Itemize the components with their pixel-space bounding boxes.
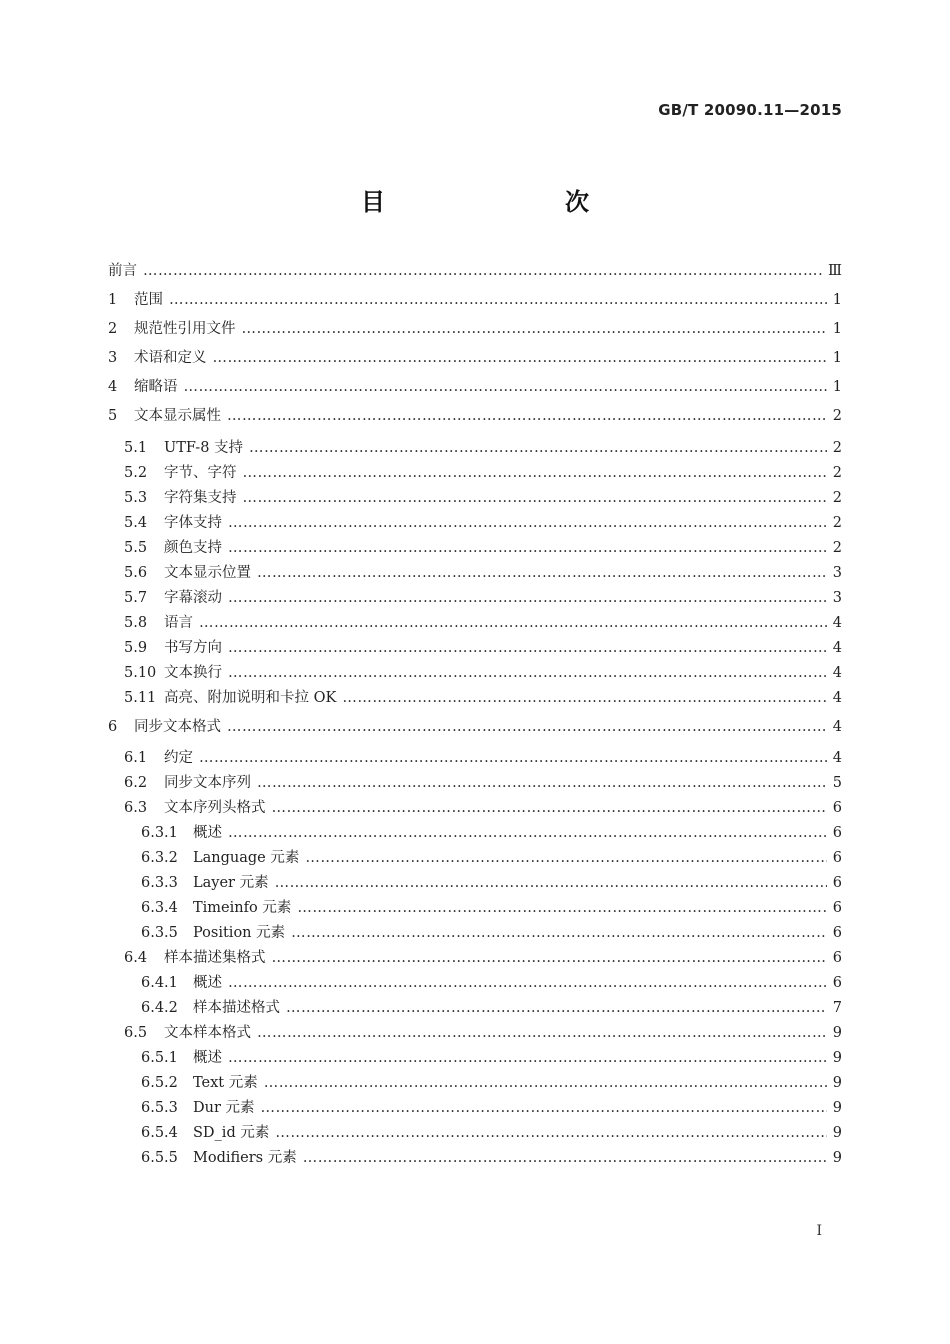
toc-entry-page: 2: [832, 490, 842, 506]
toc-entry-number: 5.2: [124, 465, 148, 481]
toc-entry-number: 6.3.3: [141, 875, 178, 891]
toc-entry-label: Timeinfo 元素: [193, 900, 292, 916]
toc-entry[interactable]: [108, 872, 842, 894]
toc-entry-page: 6: [832, 925, 842, 941]
toc-entry[interactable]: [108, 1122, 842, 1144]
toc-entry[interactable]: [108, 1022, 842, 1044]
dot-leader: [257, 562, 827, 584]
toc-entry[interactable]: [108, 897, 842, 919]
toc-entry-page: 4: [832, 615, 842, 631]
standard-number: GB/T 20090.11—2015: [658, 101, 842, 119]
toc-entry-label: 文本显示位置: [164, 565, 251, 581]
toc-entry[interactable]: [108, 347, 842, 369]
dot-leader: [261, 1097, 827, 1119]
toc-entry-label: 约定: [164, 750, 193, 766]
toc-entry-page: 2: [832, 540, 842, 556]
dot-leader: [297, 897, 826, 919]
toc-entry-number: 6.4.1: [141, 975, 178, 991]
toc-entry-page: 9: [832, 1125, 842, 1141]
toc-entry-label: 语言: [164, 615, 193, 631]
dot-leader: [242, 318, 827, 340]
toc-entry-label: Position 元素: [193, 925, 286, 941]
toc-entry[interactable]: [108, 972, 842, 994]
toc-entry-label: 概述: [193, 825, 222, 841]
toc-entry-number: 5.9: [124, 640, 148, 656]
toc-entry-page: 6: [832, 900, 842, 916]
dot-leader: [257, 772, 827, 794]
dot-leader: [275, 872, 827, 894]
toc-entry-label: 概述: [193, 975, 222, 991]
toc-entry-page: 2: [832, 515, 842, 531]
toc-entry-page: 4: [832, 719, 842, 735]
toc-entry[interactable]: [108, 462, 842, 484]
dot-leader: [228, 1047, 827, 1069]
dot-leader: [264, 1072, 827, 1094]
toc-entry-label: Layer 元素: [193, 875, 269, 891]
toc-entry[interactable]: [108, 747, 842, 769]
dot-leader: [228, 972, 827, 994]
toc-entry[interactable]: [108, 260, 842, 282]
toc-entry-page: 6: [832, 825, 842, 841]
toc-entry[interactable]: [108, 537, 842, 559]
toc-entry-page: 1: [832, 321, 842, 337]
toc-entry-label: 书写方向: [164, 640, 222, 656]
dot-leader: [143, 260, 822, 282]
toc-entry-number: 6.3.2: [141, 850, 178, 866]
toc-entry[interactable]: [108, 405, 842, 427]
toc-entry-label: 前言: [108, 263, 137, 279]
toc-entry-label: Dur 元素: [193, 1100, 255, 1116]
toc-entry-page: 9: [832, 1150, 842, 1166]
dot-leader: [227, 405, 827, 427]
toc-entry-page: 4: [832, 665, 842, 681]
dot-leader: [286, 997, 827, 1019]
page-title: 目 次: [361, 188, 633, 216]
toc-entry[interactable]: [108, 512, 842, 534]
toc-entry-label: 同步文本格式: [134, 719, 221, 735]
toc-entry-label: 字幕滚动: [164, 590, 222, 606]
toc-entry[interactable]: [108, 847, 842, 869]
toc-entry-page: 6: [832, 875, 842, 891]
dot-leader: [272, 797, 827, 819]
toc-entry-page: 9: [832, 1100, 842, 1116]
toc-entry-number: 6.2: [124, 775, 148, 791]
toc-entry-number: 6.3.1: [141, 825, 178, 841]
toc-entry[interactable]: [108, 947, 842, 969]
dot-leader: [243, 462, 827, 484]
toc-entry-page: 7: [832, 1000, 842, 1016]
toc-entry[interactable]: [108, 1147, 842, 1169]
toc-entry-page: 9: [832, 1050, 842, 1066]
toc-entry-page: 1: [832, 292, 842, 308]
toc-entry-number: 5.3: [124, 490, 148, 506]
toc-entry[interactable]: [108, 997, 842, 1019]
toc-entry-page: 1: [832, 379, 842, 395]
toc-entry-label: 文本序列头格式: [164, 800, 266, 816]
toc-entry-number: 5.1: [124, 440, 148, 456]
toc-entry-page: 2: [832, 465, 842, 481]
toc-entry-number: 6.3.4: [141, 900, 178, 916]
toc-entry-number: 5.6: [124, 565, 148, 581]
toc-entry[interactable]: [108, 822, 842, 844]
toc-entry-page: 2: [832, 440, 842, 456]
dot-leader: [199, 747, 827, 769]
toc-entry-label: 缩略语: [134, 379, 178, 395]
toc-entry-page: 4: [832, 750, 842, 766]
toc-entry-page: 2: [832, 408, 842, 424]
toc-entry-label: 样本描述集格式: [164, 950, 266, 966]
toc-entry[interactable]: [108, 637, 842, 659]
toc-entry-number: 6.5.3: [141, 1100, 178, 1116]
dot-leader: [249, 437, 827, 459]
toc-entry[interactable]: [108, 687, 842, 709]
toc-entry-number: 6.5.1: [141, 1050, 178, 1066]
toc-entry[interactable]: [108, 376, 842, 398]
toc-entry[interactable]: [108, 487, 842, 509]
toc-entry-number: 2: [108, 321, 118, 337]
toc-entry[interactable]: [108, 797, 842, 819]
toc-entry[interactable]: [108, 562, 842, 584]
toc-entry-label: SD_id 元素: [193, 1125, 270, 1141]
dot-leader: [243, 487, 827, 509]
toc-entry-page: 9: [832, 1075, 842, 1091]
dot-leader: [228, 587, 827, 609]
toc-entry-number: 5.5: [124, 540, 148, 556]
toc-entry-label: 范围: [134, 292, 163, 308]
dot-leader: [342, 687, 826, 709]
dot-leader: [228, 662, 827, 684]
dot-leader: [228, 537, 827, 559]
toc-entry-page: Ⅲ: [828, 263, 842, 279]
toc-entry-number: 6.5: [124, 1025, 148, 1041]
toc-entry-number: 6.4.2: [141, 1000, 178, 1016]
dot-leader: [169, 289, 827, 311]
toc-entry[interactable]: [108, 318, 842, 340]
toc-entry-number: 5.10: [124, 665, 157, 681]
toc-entry-number: 1: [108, 292, 118, 308]
toc-entry-number: 6.3: [124, 800, 148, 816]
dot-leader: [213, 347, 827, 369]
toc-entry-number: 5.8: [124, 615, 148, 631]
toc-entry-page: 9: [832, 1025, 842, 1041]
toc-entry-number: 6.4: [124, 950, 148, 966]
dot-leader: [184, 376, 827, 398]
toc-entry-label: 文本换行: [164, 665, 222, 681]
toc-entry-page: 3: [832, 590, 842, 606]
dot-leader: [272, 947, 827, 969]
toc-entry-number: 5: [108, 408, 118, 424]
toc-entry[interactable]: [108, 1072, 842, 1094]
toc-entry-page: 6: [832, 950, 842, 966]
toc-entry-label: 高亮、附加说明和卡拉 OK: [164, 690, 337, 706]
toc-entry-label: 概述: [193, 1050, 222, 1066]
toc-entry-page: 6: [832, 850, 842, 866]
dot-leader: [257, 1022, 827, 1044]
toc-entry-label: 颜色支持: [164, 540, 222, 556]
toc-entry-number: 6.1: [124, 750, 148, 766]
toc-entry-number: 5.4: [124, 515, 148, 531]
toc-entry-label: 文本样本格式: [164, 1025, 251, 1041]
dot-leader: [228, 822, 827, 844]
toc-entry[interactable]: [108, 437, 842, 459]
toc-entry-number: 5.7: [124, 590, 148, 606]
dot-leader: [291, 922, 827, 944]
toc-entry-page: 4: [832, 690, 842, 706]
toc-entry-label: 规范性引用文件: [134, 321, 236, 337]
toc-entry-page: 6: [832, 800, 842, 816]
toc-entry-label: 字体支持: [164, 515, 222, 531]
toc-entry-label: 字符集支持: [164, 490, 237, 506]
toc-entry-number: 4: [108, 379, 118, 395]
toc-entry[interactable]: [108, 772, 842, 794]
toc-entry[interactable]: [108, 716, 842, 738]
toc-entry-label: UTF-8 支持: [164, 440, 244, 456]
toc-entry[interactable]: [108, 612, 842, 634]
toc-entry-number: 6.5.2: [141, 1075, 178, 1091]
toc-entry-number: 5.11: [124, 690, 157, 706]
dot-leader: [199, 612, 827, 634]
toc-entry-label: 术语和定义: [134, 350, 207, 366]
toc-entry[interactable]: [108, 289, 842, 311]
toc-entry-number: 6: [108, 719, 118, 735]
toc-entry[interactable]: [108, 662, 842, 684]
dot-leader: [228, 637, 827, 659]
toc-entry-number: 3: [108, 350, 118, 366]
toc-entry-number: 6.5.5: [141, 1150, 178, 1166]
dot-leader: [227, 716, 827, 738]
toc-entry[interactable]: [108, 922, 842, 944]
toc-entry-page: 5: [832, 775, 842, 791]
dot-leader: [275, 1122, 826, 1144]
dot-leader: [303, 1147, 827, 1169]
toc-entry-label: 字节、字符: [164, 465, 237, 481]
dot-leader: [228, 512, 827, 534]
toc-entry-page: 6: [832, 975, 842, 991]
toc-entry-label: 样本描述格式: [193, 1000, 280, 1016]
toc-entry-page: 3: [832, 565, 842, 581]
toc-entry[interactable]: [108, 587, 842, 609]
dot-leader: [305, 847, 826, 869]
toc-entry-label: Modifiers 元素: [193, 1150, 297, 1166]
toc-entry-page: 1: [832, 350, 842, 366]
toc-entry-number: 6.3.5: [141, 925, 178, 941]
toc-entry-number: 6.5.4: [141, 1125, 178, 1141]
toc-entry-label: Text 元素: [193, 1075, 258, 1091]
toc-entry[interactable]: [108, 1047, 842, 1069]
toc-entry-label: Language 元素: [193, 850, 300, 866]
toc-entry-label: 文本显示属性: [134, 408, 221, 424]
toc-entry[interactable]: [108, 1097, 842, 1119]
toc-entry-label: 同步文本序列: [164, 775, 251, 791]
page-number: Ⅰ: [816, 1223, 822, 1239]
toc-entry-page: 4: [832, 640, 842, 656]
